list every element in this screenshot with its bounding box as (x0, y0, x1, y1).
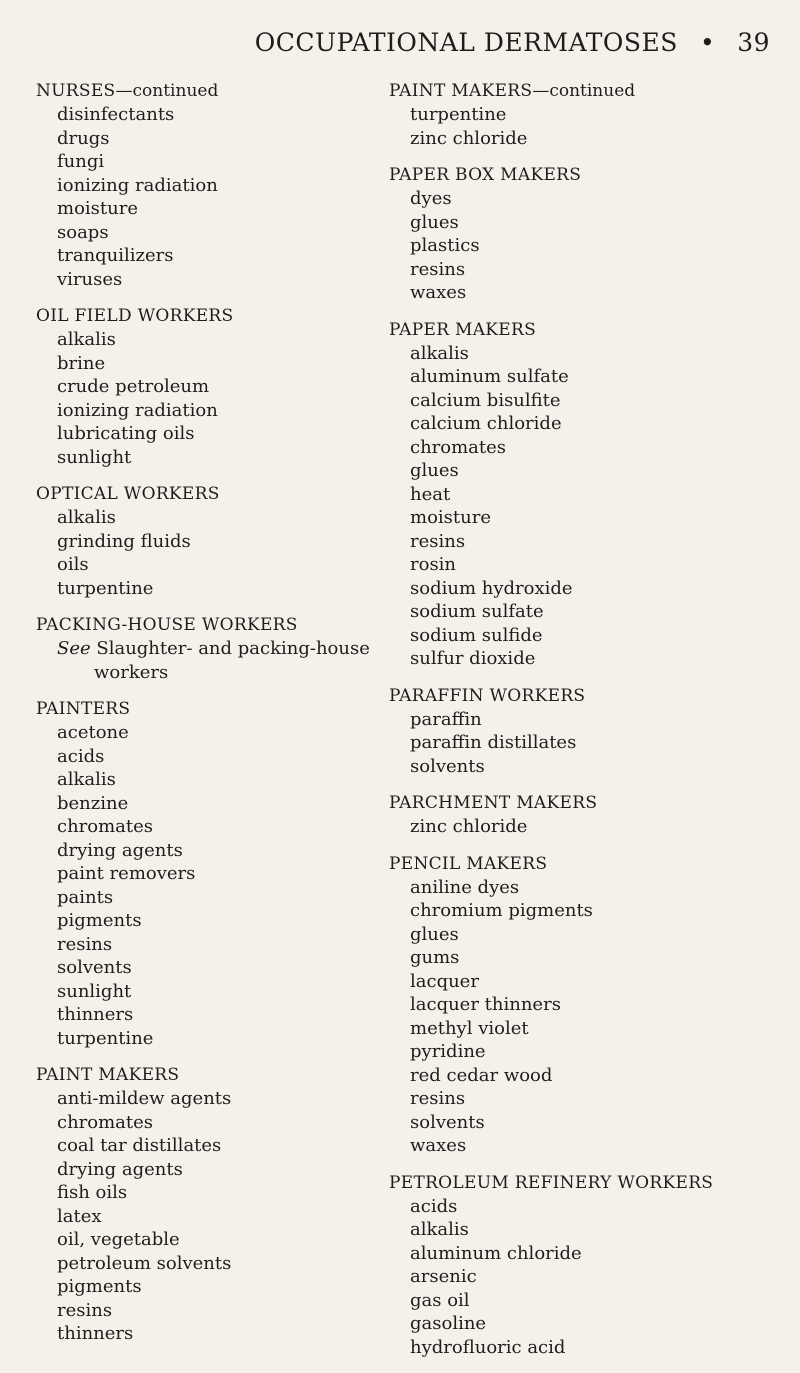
section-paper-box-makers (389, 164, 779, 305)
heading-text: PAPER BOX MAKERS (389, 165, 582, 185)
list-item: drying agents (57, 839, 183, 861)
list-item: sodium hydroxide (410, 577, 573, 599)
list-item: drugs (57, 127, 110, 149)
heading-continued: —continued (115, 81, 219, 101)
item-list (36, 328, 386, 469)
list-item: methyl violet (410, 1017, 529, 1039)
list-item: paints (57, 886, 114, 908)
section-paint-makers (36, 1064, 386, 1346)
list-item: soaps (57, 221, 109, 243)
heading-text: NURSES (36, 81, 116, 101)
list-item: waxes (410, 1135, 467, 1156)
list-item: solvents (57, 957, 132, 978)
list-item: oil, vegetable (57, 1229, 180, 1250)
heading-text: PAINT MAKERS (389, 81, 533, 101)
section-heading (389, 319, 779, 342)
list-item: plastics (410, 235, 480, 256)
list-item: turpentine (57, 1027, 154, 1049)
heading-text: PAINT MAKERS (36, 1065, 180, 1085)
list-item: arsenic (410, 1266, 477, 1287)
see-word: See (57, 638, 91, 659)
list-item: brine (57, 352, 106, 374)
list-item: drying agents (57, 1158, 183, 1180)
list-item: paraffin (410, 708, 482, 730)
page-number: 39 (737, 28, 770, 57)
list-item: red cedar wood (410, 1064, 553, 1086)
heading-continued: —continued (532, 81, 636, 101)
list-item: ionizing radiation (57, 174, 218, 196)
list-item: resins (410, 530, 466, 552)
cross-reference (36, 637, 386, 684)
list-item: tranquilizers (57, 245, 174, 266)
left-column (36, 80, 386, 1360)
section-heading (389, 80, 779, 103)
list-item: aluminum sulfate (410, 366, 569, 387)
list-item: sodium sulfate (410, 601, 544, 622)
list-item: petroleum solvents (57, 1252, 232, 1274)
section-paraffin-workers (389, 685, 779, 779)
list-item: paint removers (57, 863, 196, 884)
see-target-continuation: workers (94, 661, 169, 683)
list-item: rosin (410, 554, 457, 575)
list-item: hydrofluoric acid (410, 1336, 566, 1358)
heading-text: OPTICAL WORKERS (36, 484, 220, 504)
heading-text: PARCHMENT MAKERS (389, 793, 598, 813)
see-target: Slaughter- and packing-house (96, 638, 370, 659)
list-item: resins (57, 1299, 113, 1321)
section-heading (389, 685, 779, 708)
list-item: sunlight (57, 446, 132, 468)
list-item: glues (410, 211, 459, 233)
section-heading (36, 614, 386, 637)
list-item: sunlight (57, 980, 132, 1002)
list-item: ionizing radiation (57, 399, 218, 421)
list-item: aniline dyes (410, 876, 520, 898)
list-item: waxes (410, 282, 467, 303)
list-item: anti-mildew agents (57, 1088, 232, 1109)
section-nurses (36, 80, 386, 291)
list-item: oils (57, 554, 89, 575)
list-item: viruses (57, 268, 123, 290)
section-painters (36, 698, 386, 1050)
list-item: resins (410, 1088, 466, 1109)
list-item: pyridine (410, 1041, 486, 1062)
section-heading (389, 853, 779, 876)
running-head (254, 28, 770, 57)
section-petroleum-refinery-workers (389, 1172, 779, 1360)
list-item: alkalis (410, 1219, 469, 1240)
section-heading (36, 1064, 386, 1087)
list-item: solvents (410, 755, 485, 777)
list-item: moisture (410, 507, 491, 528)
section-paper-makers (389, 319, 779, 671)
item-list (389, 876, 779, 1158)
list-item: glues (410, 923, 459, 945)
list-item: thinners (57, 1004, 134, 1025)
heading-text: OIL FIELD WORKERS (36, 306, 234, 326)
list-item: glues (410, 460, 459, 481)
heading-text: PETROLEUM REFINERY WORKERS (389, 1172, 714, 1193)
list-item: fungi (57, 151, 105, 172)
running-head-bullet: • (699, 28, 716, 57)
list-item: chromium pigments (410, 900, 593, 921)
list-item: gums (410, 947, 460, 968)
list-item: crude petroleum (57, 376, 210, 397)
list-item: turpentine (57, 577, 154, 599)
list-item: thinners (57, 1323, 134, 1344)
item-list (389, 187, 779, 305)
list-item: alkalis (57, 507, 116, 528)
section-heading (36, 80, 386, 103)
list-item: resins (410, 258, 466, 280)
section-heading (389, 1172, 779, 1195)
item-list (389, 342, 779, 671)
heading-text: PACKING-HOUSE WORKERS (36, 615, 298, 635)
item-list (389, 815, 779, 839)
item-list (389, 103, 779, 150)
item-list (36, 103, 386, 291)
list-item: acetone (57, 722, 129, 743)
list-item: lacquer (410, 970, 479, 992)
list-item: pigments (57, 910, 142, 931)
section-heading (389, 164, 779, 187)
list-item: zinc chloride (410, 816, 528, 837)
list-item: gasoline (410, 1313, 487, 1334)
list-item: latex (57, 1205, 102, 1227)
list-item: alkalis (410, 342, 469, 364)
list-item: fish oils (57, 1182, 128, 1203)
item-list (389, 708, 779, 779)
section-heading (36, 483, 386, 506)
item-list (36, 721, 386, 1050)
list-item: disinfectants (57, 104, 175, 125)
list-item: acids (410, 1195, 458, 1217)
list-item: dyes (410, 188, 452, 209)
list-item: alkalis (57, 769, 116, 790)
list-item: aluminum chloride (410, 1242, 582, 1264)
list-item: resins (57, 933, 113, 955)
list-item: alkalis (57, 329, 116, 350)
list-item: turpentine (410, 104, 507, 125)
section-optical-workers (36, 483, 386, 600)
list-item: chromates (57, 1111, 154, 1133)
list-item: acids (57, 745, 105, 767)
list-item: pigments (57, 1276, 142, 1297)
list-item: zinc chloride (410, 127, 528, 149)
list-item: sodium sulfide (410, 624, 543, 646)
list-item: chromates (57, 816, 154, 837)
list-item: gas oil (410, 1289, 470, 1311)
list-item: grinding fluids (57, 530, 191, 552)
list-item: moisture (57, 198, 138, 219)
section-packing-house-workers (36, 614, 386, 684)
list-item: solvents (410, 1111, 485, 1133)
section-oil-field-workers (36, 305, 386, 469)
list-item: heat (410, 483, 451, 505)
heading-text: PAPER MAKERS (389, 319, 537, 340)
list-item: lacquer thinners (410, 994, 561, 1015)
list-item: calcium chloride (410, 413, 562, 434)
list-item: paraffin distillates (410, 732, 577, 753)
section-heading (36, 305, 386, 328)
list-item: lubricating oils (57, 423, 195, 444)
item-list (36, 506, 386, 600)
heading-text: PAINTERS (36, 699, 131, 719)
list-item: chromates (410, 436, 507, 458)
heading-text: PARAFFIN WORKERS (389, 685, 586, 706)
section-paint-makers (389, 80, 779, 150)
list-item: benzine (57, 792, 129, 814)
list-item: coal tar distillates (57, 1135, 222, 1156)
section-pencil-makers (389, 853, 779, 1158)
section-heading (389, 792, 779, 815)
right-column (389, 80, 779, 1373)
running-head-title: OCCUPATIONAL DERMATOSES (254, 28, 678, 57)
list-item: calcium bisulfite (410, 389, 561, 411)
heading-text: PENCIL MAKERS (389, 853, 548, 874)
list-item: sulfur dioxide (410, 648, 536, 669)
section-heading (36, 698, 386, 721)
item-list (389, 1195, 779, 1360)
section-parchment-makers (389, 792, 779, 839)
item-list (36, 1087, 386, 1346)
